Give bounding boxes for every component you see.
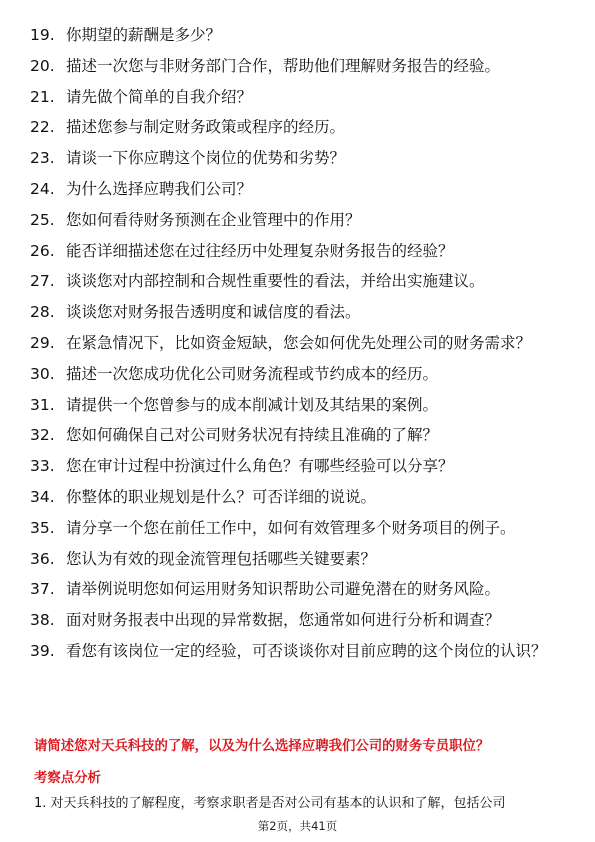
question-text: 请分享一个您在前任工作中，如何有效管理多个财务项目的例子。 [66,518,516,537]
question-text: 描述一次您成功优化公司财务流程或节约成本的经历。 [66,364,439,383]
question-item [0,456,595,477]
question-text: 能否详细描述您在过往经历中处理复杂财务报告的经验？ [66,241,454,260]
question-number: 36. [30,549,55,568]
question-text: 你期望的薪酬是多少？ [66,26,222,44]
question-text: 请举例说明您如何运用财务知识帮助公司避免潜在的财务风险。 [66,580,501,599]
analysis-point: 1. 对天兵科技的了解程度，考察求职者是否对公司有基本的认识和了解，包括公司 [34,796,506,811]
question-number: 20. [30,56,55,75]
question-number: 24. [30,179,55,198]
question-item [0,179,595,200]
question-item [0,241,595,262]
question-text: 谈谈您对财务报告透明度和诚信度的看法。 [66,303,361,322]
question-text: 面对财务报表中出现的异常数据，您通常如何进行分析和调查？ [66,611,501,630]
question-item [0,579,595,600]
question-item [0,87,595,108]
question-item [0,549,595,570]
question-item [0,425,595,446]
question-item [0,271,595,292]
question-item [0,56,595,77]
question-text: 描述您参与制定财务政策或程序的经历。 [66,118,346,137]
question-number: 32. [30,426,55,445]
question-text: 看您有该岗位一定的经验，可否谈谈你对目前应聘的这个岗位的认识？ [66,641,547,660]
analysis-section-title: 考察点分析 [34,771,101,786]
question-item [0,333,595,354]
question-number: 34. [30,487,55,506]
question-item [0,302,595,323]
question-number: 35. [30,518,55,537]
question-number: 31. [30,395,55,414]
question-number: 23. [30,149,55,168]
question-number: 19. [30,26,55,44]
question-text: 描述一次您与非财务部门合作，帮助他们理解财务报告的经验。 [66,56,501,75]
question-number: 26. [30,241,55,260]
question-item [0,395,595,416]
question-text: 为什么选择应聘我们公司？ [66,179,253,198]
question-item [0,518,595,539]
question-item [0,364,595,385]
question-number: 28. [30,303,55,322]
question-number: 39. [30,641,55,660]
question-item [0,641,595,662]
question-number: 27. [30,272,55,291]
question-text: 您如何看待财务预测在企业管理中的作用？ [66,210,361,229]
question-item [0,117,595,138]
question-item [0,610,595,631]
question-number: 22. [30,118,55,137]
question-text: 您在审计过程中扮演过什么角色？有哪些经验可以分享？ [66,457,454,476]
question-text: 您如何确保自己对公司财务状况有持续且准确的了解？ [66,426,439,445]
question-number: 25. [30,210,55,229]
question-text: 请提供一个您曾参与的成本削减计划及其结果的案例。 [66,395,439,414]
question-number: 38. [30,611,55,630]
question-number: 33. [30,457,55,476]
page-footer: 第2页，共41页 [257,819,338,833]
question-item [0,25,595,46]
question-text: 谈谈您对内部控制和合规性重要性的看法，并给出实施建议。 [66,272,485,291]
question-text: 你整体的职业规划是什么？可否详细的说说。 [66,487,377,506]
question-number: 29. [30,333,55,352]
question-number: 37. [30,580,55,599]
question-text: 请谈一下你应聘这个岗位的优势和劣势？ [66,149,346,168]
question-item [0,148,595,169]
question-text: 您认为有效的现金流管理包括哪些关键要素？ [66,549,377,568]
question-item [0,210,595,231]
featured-question: 请简述您对天兵科技的了解，以及为什么选择应聘我们公司的财务专员职位？ [34,739,490,754]
question-number: 21. [30,87,55,106]
question-list [0,25,595,672]
question-text: 请先做个简单的自我介绍？ [66,87,253,106]
question-item [0,487,595,508]
question-text: 在紧急情况下，比如资金短缺，您会如何优先处理公司的财务需求？ [66,333,532,352]
question-number: 30. [30,364,55,383]
